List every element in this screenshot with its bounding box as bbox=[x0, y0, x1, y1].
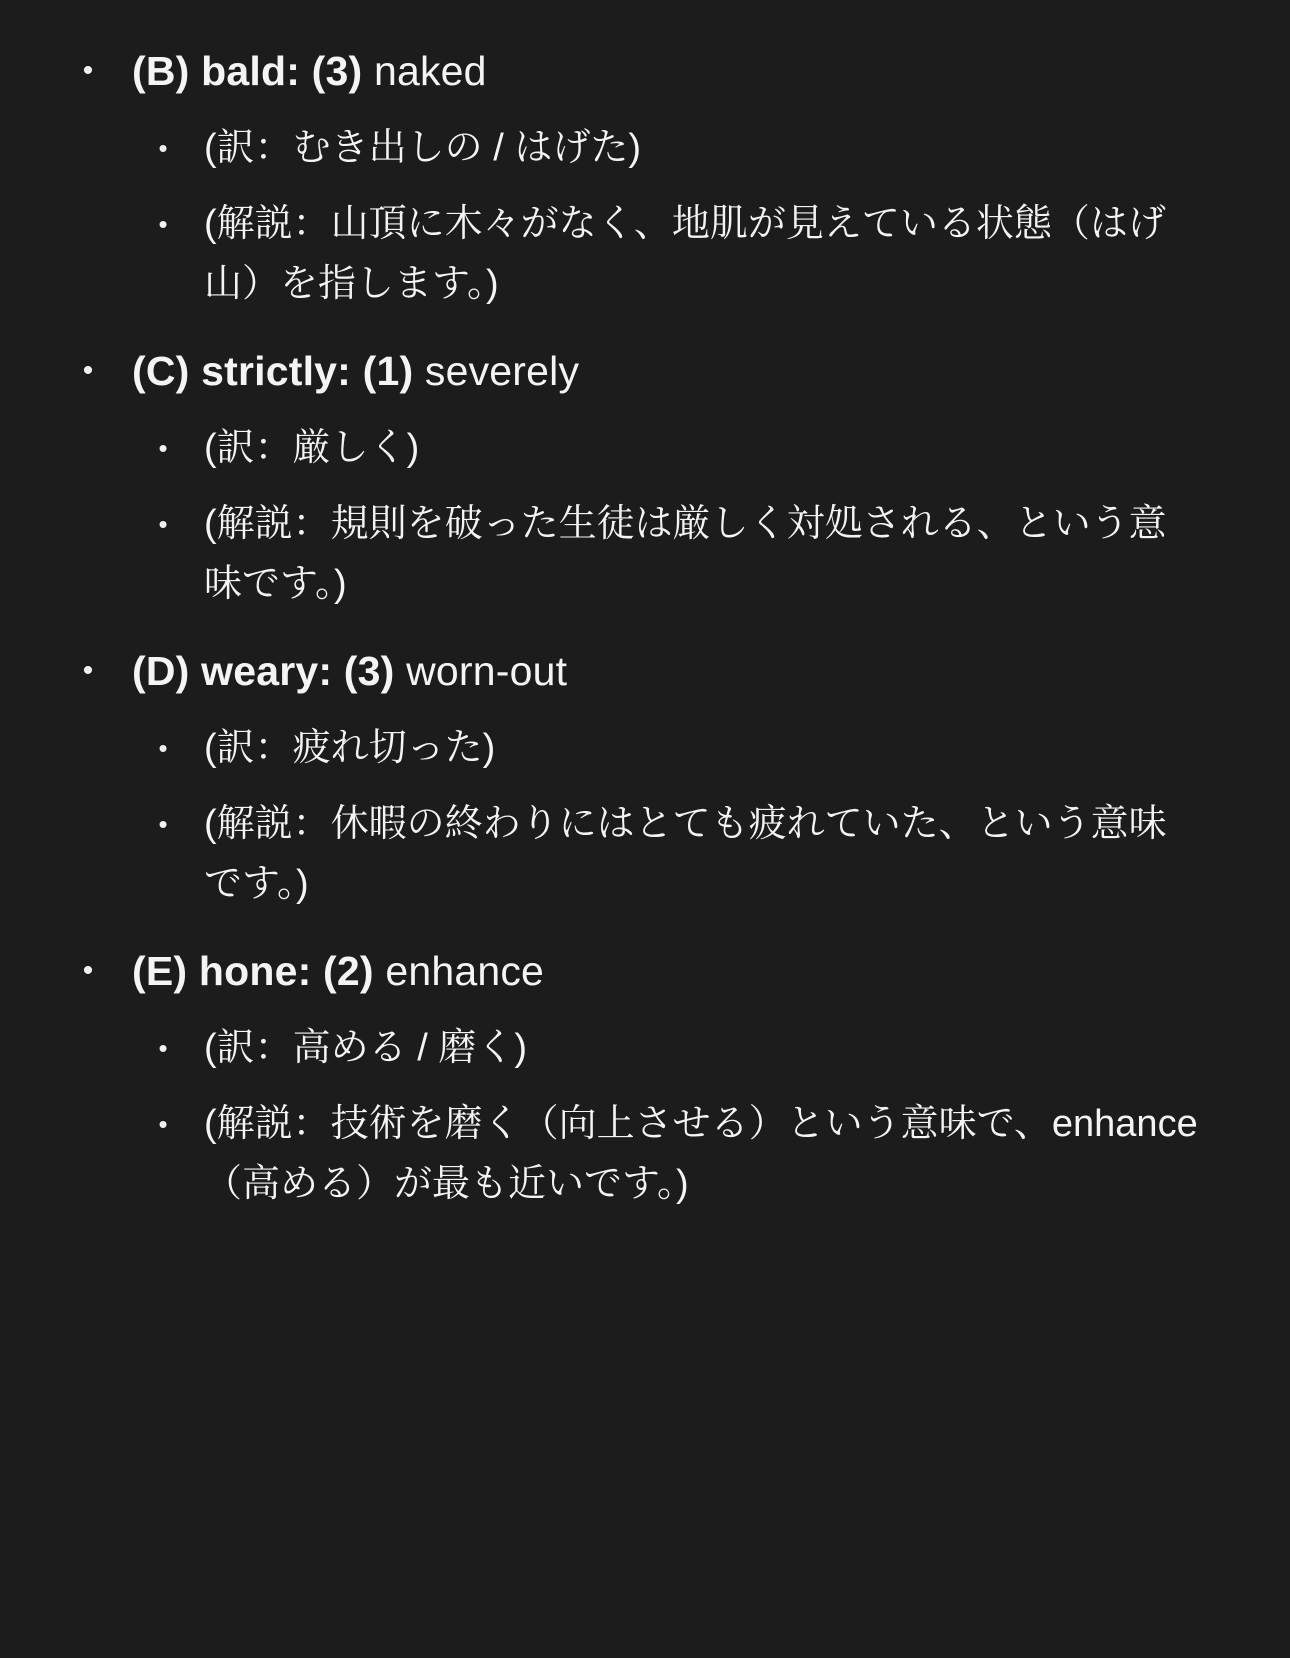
entry-headline bbox=[132, 40, 1230, 102]
list-item bbox=[132, 494, 1230, 614]
entry-explanation: (解説：山頂に木々がなく、地肌が見えている状態（はげ山）を指します。) bbox=[204, 203, 1166, 305]
entry-explanation: (解説：規則を破った生徒は厳しく対処される、という意味です。) bbox=[204, 503, 1167, 605]
entry-translation: (訳：疲れ切った) bbox=[204, 727, 496, 769]
list-item bbox=[132, 194, 1230, 314]
bullet-icon: • bbox=[82, 654, 94, 687]
entry-details bbox=[132, 118, 1230, 314]
bullet-icon: • bbox=[82, 354, 94, 387]
answer-list bbox=[60, 40, 1230, 1214]
list-item bbox=[132, 1094, 1230, 1214]
list-item bbox=[60, 940, 1230, 1214]
entry-translation: (訳：厳しく) bbox=[204, 427, 420, 469]
bullet-icon: • bbox=[82, 954, 94, 987]
list-item bbox=[132, 1018, 1230, 1078]
entry-lead: (C) strictly: (1) bbox=[132, 348, 414, 394]
bullet-icon: • bbox=[158, 1109, 168, 1139]
entry-translation: (訳：高める / 磨く) bbox=[204, 1027, 527, 1069]
bullet-icon: • bbox=[158, 209, 168, 239]
list-item bbox=[60, 40, 1230, 314]
entry-answer: worn-out bbox=[406, 648, 568, 694]
entry-answer: naked bbox=[373, 48, 487, 94]
entry-answer: severely bbox=[424, 348, 580, 394]
list-item bbox=[132, 118, 1230, 178]
entry-explanation: (解説：休暇の終わりにはとても疲れていた、という意味です。) bbox=[204, 803, 1167, 905]
entry-details bbox=[132, 718, 1230, 914]
bullet-icon: • bbox=[82, 54, 94, 87]
list-item bbox=[60, 640, 1230, 914]
entry-headline bbox=[132, 940, 1230, 1002]
bullet-icon: • bbox=[158, 809, 168, 839]
list-item bbox=[132, 794, 1230, 914]
entry-lead: (D) weary: (3) bbox=[132, 648, 395, 694]
list-item bbox=[60, 340, 1230, 614]
bullet-icon: • bbox=[158, 509, 168, 539]
entry-translation: (訳：むき出しの / はげた) bbox=[204, 127, 641, 169]
entry-lead: (B) bald: (3) bbox=[132, 48, 363, 94]
entry-details bbox=[132, 418, 1230, 614]
list-item bbox=[132, 718, 1230, 778]
entry-headline bbox=[132, 640, 1230, 702]
entry-details bbox=[132, 1018, 1230, 1214]
bullet-icon: • bbox=[158, 133, 168, 163]
entry-lead: (E) hone: (2) bbox=[132, 948, 374, 994]
bullet-icon: • bbox=[158, 433, 168, 463]
bullet-icon: • bbox=[158, 1033, 168, 1063]
list-item bbox=[132, 418, 1230, 478]
entry-answer: enhance bbox=[385, 948, 545, 994]
entry-explanation: (解説：技術を磨く（向上させる）という意味で、enhance（高める）が最も近いです。) bbox=[204, 1103, 1198, 1205]
entry-headline bbox=[132, 340, 1230, 402]
bullet-icon: • bbox=[158, 733, 168, 763]
